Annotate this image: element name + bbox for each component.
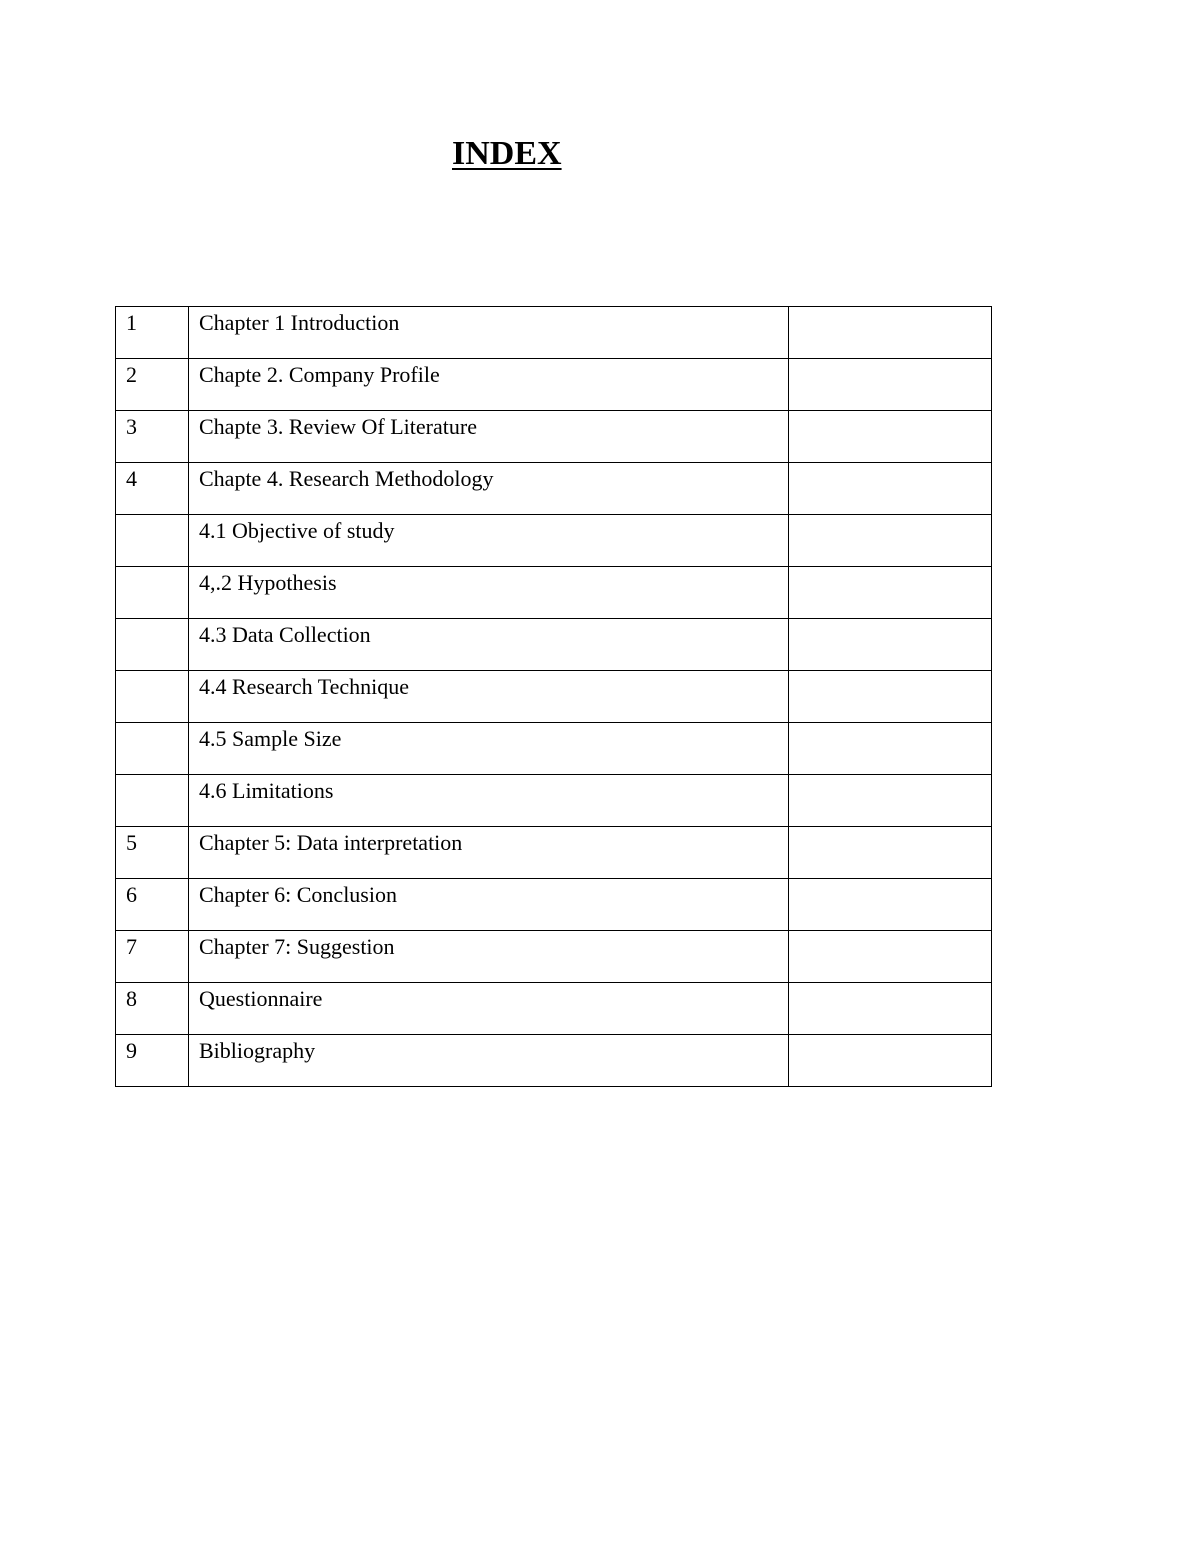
row-number [116,619,189,671]
row-title: 4.1 Objective of study [189,515,789,567]
row-title: 4.6 Limitations [189,775,789,827]
row-title: Chapte 4. Research Methodology [189,463,789,515]
table-row [116,723,992,775]
row-page [789,307,992,359]
row-page [789,671,992,723]
row-page [789,931,992,983]
page-title: INDEX [452,135,562,172]
row-title: 4,.2 Hypothesis [189,567,789,619]
row-title: 4.4 Research Technique [189,671,789,723]
row-number: 5 [116,827,189,879]
table-row [116,1035,992,1087]
row-page [789,723,992,775]
row-title: Chapte 3. Review Of Literature [189,411,789,463]
row-title: Chapter 6: Conclusion [189,879,789,931]
row-number [116,515,189,567]
table-row [116,619,992,671]
table-row [116,931,992,983]
row-page [789,879,992,931]
row-page [789,619,992,671]
row-number [116,775,189,827]
row-page [789,359,992,411]
table-row [116,983,992,1035]
row-page [789,775,992,827]
row-number: 4 [116,463,189,515]
row-page [789,983,992,1035]
row-page [789,1035,992,1087]
row-page [789,567,992,619]
row-number: 6 [116,879,189,931]
row-number [116,567,189,619]
table-row [116,567,992,619]
row-number: 7 [116,931,189,983]
row-number: 2 [116,359,189,411]
row-page [789,515,992,567]
index-table [115,306,992,1087]
table-row [116,879,992,931]
table-row [116,463,992,515]
row-title: Chapter 7: Suggestion [189,931,789,983]
row-page [789,411,992,463]
table-row [116,515,992,567]
table-row [116,671,992,723]
row-number: 8 [116,983,189,1035]
row-number: 9 [116,1035,189,1087]
row-title: Chapter 1 Introduction [189,307,789,359]
row-number: 1 [116,307,189,359]
row-title: 4.3 Data Collection [189,619,789,671]
row-page [789,463,992,515]
row-number [116,723,189,775]
table-row [116,827,992,879]
table-row [116,775,992,827]
row-number: 3 [116,411,189,463]
row-title: Bibliography [189,1035,789,1087]
row-title: 4.5 Sample Size [189,723,789,775]
row-page [789,827,992,879]
row-title: Chapter 5: Data interpretation [189,827,789,879]
row-title: Questionnaire [189,983,789,1035]
row-number [116,671,189,723]
table-row [116,359,992,411]
table-row [116,307,992,359]
row-title: Chapte 2. Company Profile [189,359,789,411]
table-row [116,411,992,463]
